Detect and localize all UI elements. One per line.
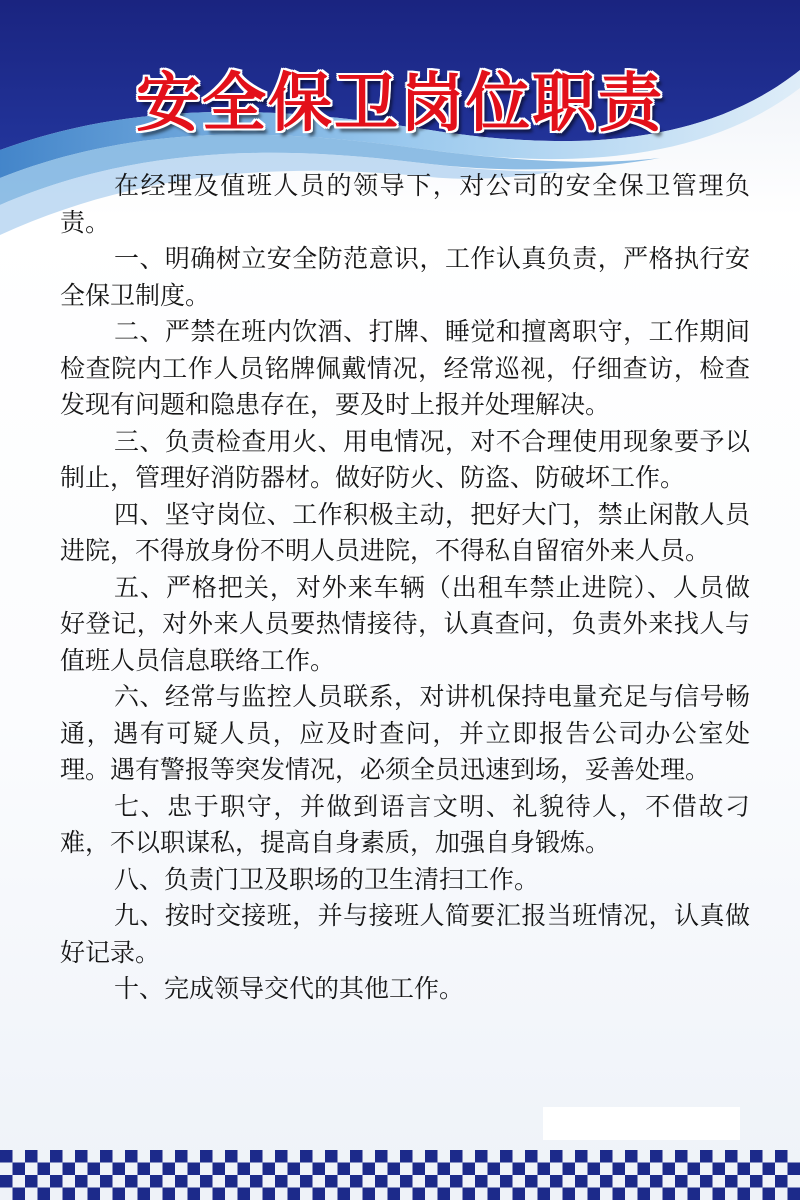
checker-square — [125, 1175, 138, 1188]
checker-square — [550, 1175, 563, 1188]
checker-square — [625, 1150, 638, 1163]
duty-item-5: 五、严格把关，对外来车辆（出租车禁止进院）、人员做好登记，对外来人员要热情接待，认真查问，负责外来找人与值班人员信息联络工作。 — [60, 572, 750, 675]
checker-square — [100, 1150, 113, 1163]
checker-square — [338, 1163, 351, 1176]
checker-square — [363, 1188, 376, 1200]
checker-square — [763, 1163, 776, 1176]
checker-square — [463, 1163, 476, 1176]
checker-square — [88, 1188, 101, 1200]
checker-square — [763, 1188, 776, 1200]
checker-square — [63, 1163, 76, 1176]
checker-square — [650, 1150, 663, 1163]
duty-item-1: 一、明确树立安全防范意识，工作认真负责，严格执行安全保卫制度。 — [60, 244, 750, 310]
checker-square — [438, 1163, 451, 1176]
checker-square — [263, 1188, 276, 1200]
checker-square — [113, 1163, 126, 1176]
checker-square — [513, 1163, 526, 1176]
checker-square — [525, 1150, 538, 1163]
checker-square — [200, 1150, 213, 1163]
checker-square — [475, 1150, 488, 1163]
checker-square — [725, 1175, 738, 1188]
checker-square — [50, 1150, 63, 1163]
checker-square — [63, 1188, 76, 1200]
checker-square — [588, 1188, 601, 1200]
checker-square — [38, 1188, 51, 1200]
checker-square — [75, 1150, 88, 1163]
checker-square — [650, 1175, 663, 1188]
checker-square — [275, 1175, 288, 1188]
checker-square — [400, 1175, 413, 1188]
checker-square — [500, 1150, 513, 1163]
checker-square — [425, 1150, 438, 1163]
duty-item-9: 九、按时交接班，并与接班人简要汇报当班情况，认真做好记录。 — [60, 901, 750, 967]
checker-square — [238, 1188, 251, 1200]
duty-item-8: 八、负责门卫及职场的卫生清扫工作。 — [114, 864, 540, 894]
checker-square — [538, 1188, 551, 1200]
checker-square — [163, 1163, 176, 1176]
checker-square — [388, 1163, 401, 1176]
checker-square — [238, 1163, 251, 1176]
checker-square — [613, 1163, 626, 1176]
checker-square — [775, 1175, 788, 1188]
checker-square — [575, 1150, 588, 1163]
checker-square — [188, 1163, 201, 1176]
duty-item-7: 七、忠于职守，并做到语言文明、礼貌待人，不借故刁难，不以职谋私，提高自身素质，加强自身锻炼。 — [60, 791, 750, 857]
checker-square — [313, 1188, 326, 1200]
checker-square — [425, 1175, 438, 1188]
checker-square — [138, 1188, 151, 1200]
checker-square — [225, 1150, 238, 1163]
checker-square — [450, 1150, 463, 1163]
checker-square — [175, 1150, 188, 1163]
checker-square — [300, 1175, 313, 1188]
checker-square — [700, 1150, 713, 1163]
checker-square — [288, 1188, 301, 1200]
checker-square — [175, 1175, 188, 1188]
checker-square — [88, 1163, 101, 1176]
checker-square — [513, 1188, 526, 1200]
checker-square — [613, 1188, 626, 1200]
checkered-footer-border — [0, 1150, 800, 1200]
checker-square — [325, 1150, 338, 1163]
poster-title: 安全保卫岗位职责 — [136, 67, 664, 141]
checker-square — [638, 1188, 651, 1200]
checker-square — [25, 1175, 38, 1188]
checker-square — [488, 1188, 501, 1200]
checker-square — [325, 1175, 338, 1188]
checker-square — [350, 1150, 363, 1163]
checker-square — [738, 1188, 751, 1200]
checker-square — [375, 1175, 388, 1188]
checker-square — [213, 1163, 226, 1176]
checker-square — [163, 1188, 176, 1200]
checker-square — [250, 1150, 263, 1163]
checker-square — [125, 1150, 138, 1163]
checker-square — [413, 1188, 426, 1200]
intro-paragraph: 在经理及值班人员的领导下，对公司的安全保卫管理负责。 — [60, 171, 750, 237]
checker-square — [0, 1150, 13, 1163]
duties-body — [60, 168, 750, 1008]
checker-square — [275, 1150, 288, 1163]
checker-square — [563, 1163, 576, 1176]
checker-square — [213, 1188, 226, 1200]
duty-item-2: 二、严禁在班内饮酒、打牌、睡觉和擅离职守，工作期间检查院内工作人员铭牌佩戴情况，经常巡视，仔细查访，检查发现有问题和隐患存在，要及时上报并处理解决。 — [60, 317, 750, 419]
duty-item-4: 四、坚守岗位、工作积极主动，把好大门，禁止闲散人员进院，不得放身份不明人员进院，不得私自留宿外来人员。 — [60, 499, 750, 565]
checker-square — [788, 1188, 800, 1200]
checker-square — [388, 1188, 401, 1200]
blank-label-box — [543, 1107, 740, 1140]
checker-square — [50, 1175, 63, 1188]
checker-square — [413, 1163, 426, 1176]
checker-square — [150, 1175, 163, 1188]
checker-square — [313, 1163, 326, 1176]
checker-square — [688, 1188, 701, 1200]
checker-square — [288, 1163, 301, 1176]
checker-square — [363, 1163, 376, 1176]
checker-square — [525, 1175, 538, 1188]
checker-square — [200, 1175, 213, 1188]
checker-square — [550, 1150, 563, 1163]
checker-square — [625, 1175, 638, 1188]
checker-square — [150, 1150, 163, 1163]
duty-item-10: 十、完成领导交代的其他工作。 — [114, 974, 465, 1003]
checker-square — [113, 1188, 126, 1200]
checker-square — [588, 1163, 601, 1176]
checker-square — [338, 1188, 351, 1200]
checker-square — [438, 1188, 451, 1200]
checker-square — [575, 1175, 588, 1188]
checker-square — [500, 1175, 513, 1188]
checker-square — [563, 1188, 576, 1200]
checker-square — [600, 1150, 613, 1163]
checker-square — [663, 1188, 676, 1200]
checker-square — [663, 1163, 676, 1176]
checker-square — [675, 1175, 688, 1188]
checker-square — [700, 1175, 713, 1188]
checker-square — [538, 1163, 551, 1176]
checker-square — [738, 1163, 751, 1176]
duty-item-3: 三、负责检查用火、用电情况，对不合理使用现象要予以制止，管理好消防器材。做好防火、防盗、防破坏工作。 — [60, 426, 750, 492]
checker-square — [750, 1175, 763, 1188]
checker-square — [375, 1150, 388, 1163]
checker-square — [450, 1175, 463, 1188]
checker-square — [350, 1175, 363, 1188]
checker-square — [638, 1163, 651, 1176]
checker-square — [725, 1150, 738, 1163]
checker-square — [250, 1175, 263, 1188]
checker-square — [713, 1163, 726, 1176]
checker-square — [750, 1150, 763, 1163]
checker-square — [600, 1175, 613, 1188]
checker-square — [0, 1175, 13, 1188]
checker-square — [488, 1163, 501, 1176]
checker-square — [775, 1150, 788, 1163]
checker-square — [713, 1188, 726, 1200]
checker-square — [138, 1163, 151, 1176]
checker-square — [788, 1163, 800, 1176]
checker-square — [675, 1150, 688, 1163]
checker-square — [188, 1188, 201, 1200]
checker-square — [400, 1150, 413, 1163]
checker-square — [100, 1175, 113, 1188]
duty-item-6: 六、经常与监控人员联系，对讲机保持电量充足与信号畅通，遇有可疑人员，应及时查问，并立即报告公司办公室处理。遇有警报等突发情况，必须全员迅速到场，妥善处理。 — [60, 682, 750, 784]
checker-square — [300, 1150, 313, 1163]
checker-square — [13, 1188, 26, 1200]
checker-square — [13, 1163, 26, 1176]
checker-square — [25, 1150, 38, 1163]
checker-square — [38, 1163, 51, 1176]
checker-square — [463, 1188, 476, 1200]
checker-square — [263, 1163, 276, 1176]
checker-square — [225, 1175, 238, 1188]
checker-square — [75, 1175, 88, 1188]
checker-square — [688, 1163, 701, 1176]
checker-square — [475, 1175, 488, 1188]
